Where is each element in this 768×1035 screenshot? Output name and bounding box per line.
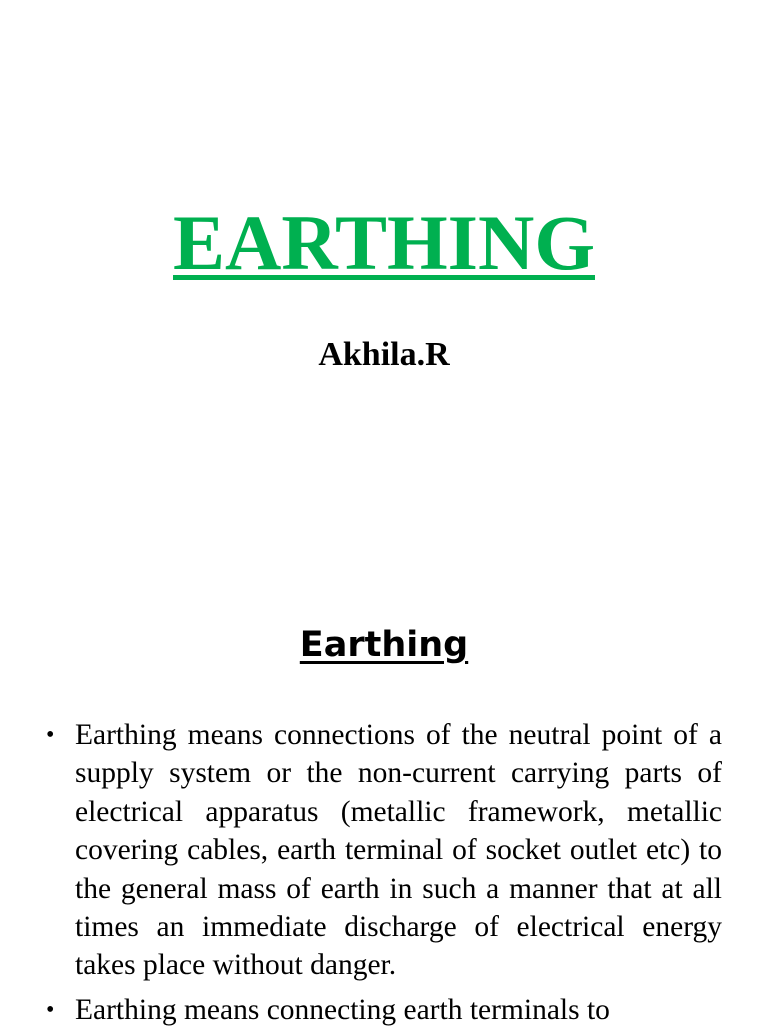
- bullet-text: Earthing means connections of the neutral point of a supply system or the non-current carrying parts of electrical apparatus (metallic framework, metallic covering cables, earth terminal of socket outlet etc) to the general mass of earth in such a manner that at all times an immediate discharge of electrical energy takes place without danger.: [75, 719, 722, 982]
- author-name: Akhila.R: [318, 336, 450, 373]
- bullet-item: [46, 716, 722, 985]
- bullet-dot-icon: •: [46, 722, 55, 748]
- section-heading: Earthing: [299, 625, 469, 665]
- bullet-dot-icon: •: [46, 996, 55, 1023]
- bullet-item: [46, 991, 722, 1029]
- bullet-text: Earthing means connecting earth terminals to: [75, 993, 610, 1026]
- bullet-list: [46, 716, 722, 1035]
- slide-title: EARTHING: [173, 199, 595, 286]
